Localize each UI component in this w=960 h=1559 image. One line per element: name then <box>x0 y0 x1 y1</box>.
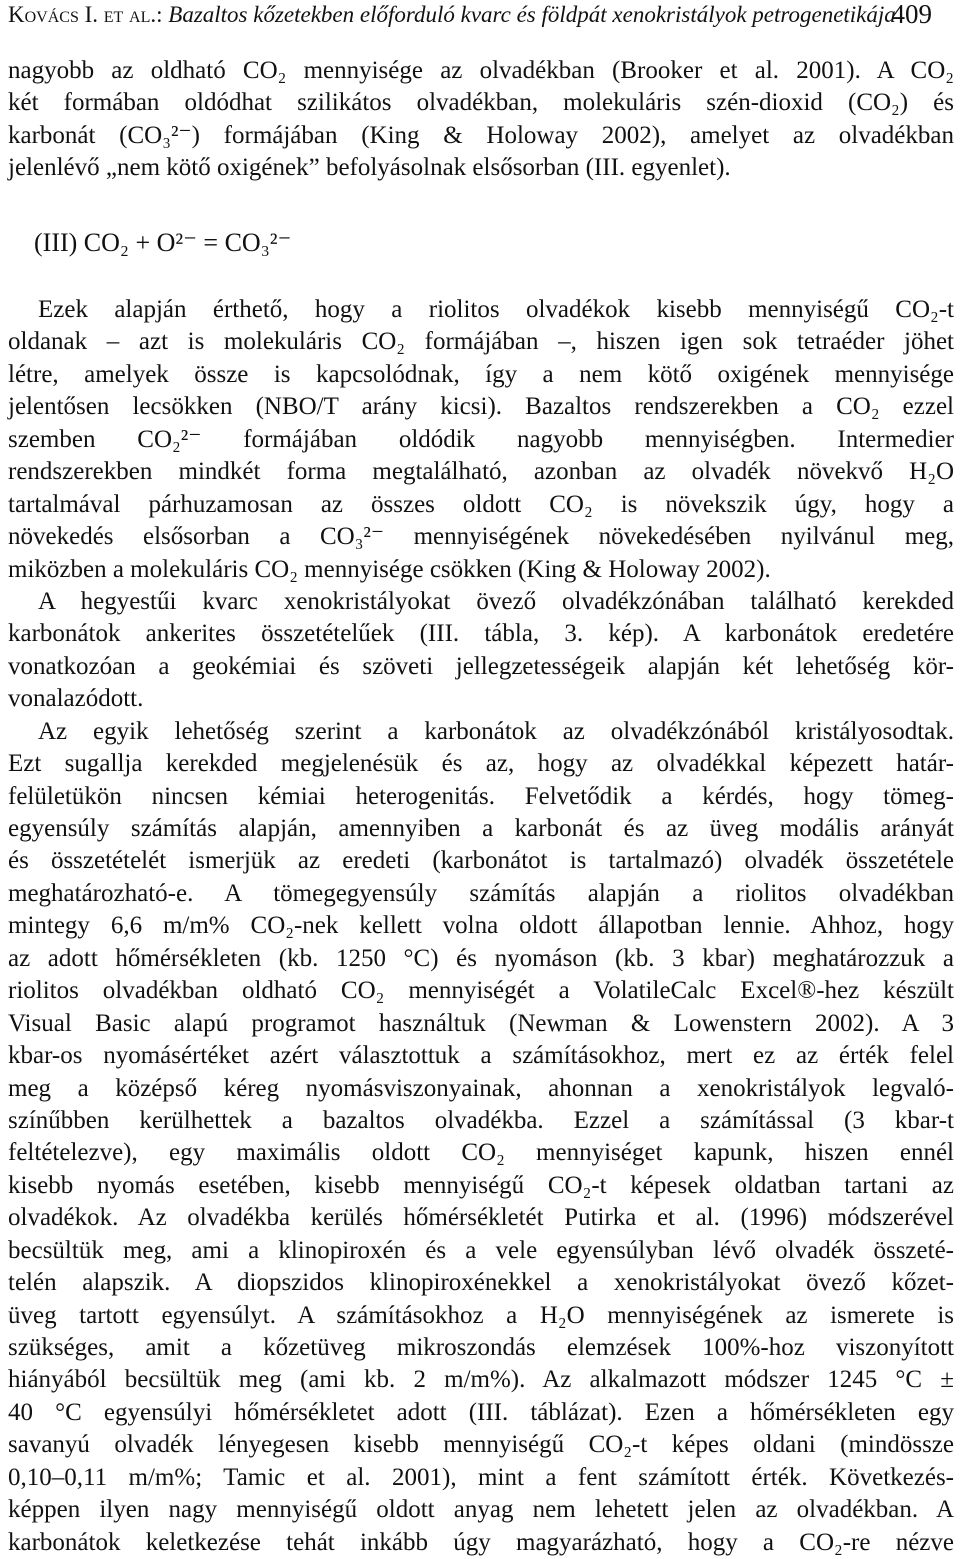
text-line: egyensúly számítás alapján, amennyiben a karbonát és az üveg modális arányát <box>8 815 954 842</box>
text-line: becsültük meg, ami a klinopiroxén és a vele egyensúlyban lévő olvadék összeté- <box>8 1236 954 1264</box>
text-line: Ezt sugallja kerekded megjelenésük és az, hogy az olvadékkal képezett határ- <box>8 750 954 778</box>
text-line: olvadékok. Az olvadékba kerülés hőmérsékletét Putirka et al. (1996) módszerével <box>8 1204 954 1232</box>
page-number: 409 <box>891 0 932 29</box>
text-line: hiányából becsültük meg (ami kb. 2 m/m%). Az alkalmazott módszer 1245 °C ± <box>8 1366 954 1394</box>
text-line: 40 °C egyensúlyi hőmérsékletet adott (III. táblázat). Ezen a hőmérsékleten egy <box>8 1398 954 1426</box>
text-line: tartalmával párhuzamosan az összes oldott CO₂ is növekszik úgy, hogy a <box>8 490 954 518</box>
header-title: Bazaltos kőzetekben előforduló kvarc és földpát xenokristályok petrogenetikája <box>168 2 896 27</box>
text-line: nagyobb az oldható CO₂ mennyisége az olvadékban (Brooker et al. 2001). A CO₂ <box>8 57 954 84</box>
text-line: meghatározható-e. A tömegegyensúly számítás alapján a riolitos olvadékban <box>8 879 954 907</box>
text-line: növekedés elsősorban a CO₃²⁻ mennyiségének növekedésében nyilvánul meg, <box>8 523 954 551</box>
text-line: vonalazódott. <box>8 685 144 713</box>
text-line: színűbben kerülhettek a bazaltos olvadékba. Ezzel a számítással (3 kbar-t <box>8 1106 954 1134</box>
text-line: vonatkozóan a geokémiai és szöveti jellegzetességeik alapján két lehetőség kör- <box>8 652 954 680</box>
text-line: A hegyestűi kvarc xenokristályokat övező olvadékzónában található kerekded <box>38 587 954 615</box>
text-line: felületükön nincsen kémiai heterogenitás. Felvetődik a kérdés, hogy tömeg- <box>8 782 954 810</box>
text-line: képpen ilyen nagy mennyiségű oldott anyag nem lehetett jelen az olvadékban. A <box>8 1496 954 1524</box>
text-line: két formában oldódhat szilikátos olvadékban, molekuláris szén-dioxid (CO₂) és <box>8 89 954 117</box>
text-line: Ezek alapján érthető, hogy a riolitos olvadékok kisebb mennyiségű CO₂-t <box>38 296 954 323</box>
text-line: jelentősen lecsökken (NBO/T arány kicsi). Bazaltos rendszerekben a CO₂ ezzel <box>8 393 954 421</box>
text-line: az adott hőmérsékleten (kb. 1250 °C) és nyomáson (kb. 3 kbar) meghatározzuk a <box>8 944 954 972</box>
text-line: Az egyik lehetőség szerint a karbonátok az olvadékzónából kristályosodtak. <box>38 717 954 745</box>
text-line: telén alapszik. A diopszidos klinopiroxénekkel a xenokristályokat övező kőzet- <box>8 1269 954 1297</box>
text-line: szükséges, amit a kőzetüveg mikroszondás elemzések 100%-hoz viszonyított <box>8 1334 954 1361</box>
text-line: kbar-os nyomásértéket azért választottuk a számításokhoz, mert ez az érték felel <box>8 1042 954 1070</box>
header-author: Kovács I. et al.: <box>8 2 163 27</box>
text-line: oldanak – azt is molekuláris CO₂ formájában –, hiszen igen sok tetraéder jöhet <box>8 328 954 356</box>
text-line: 0,10–0,11 m/m%; Tamic et al. 2001), mint a fent számított érték. Következés- <box>8 1463 954 1491</box>
text-line: riolitos olvadékban oldható CO₂ mennyiségét a VolatileCalc Excel®-hez készült <box>8 977 954 1005</box>
text-line: jelenlévő „nem kötő oxigének” befolyásolnak elsősorban (III. egyenlet). <box>8 154 731 182</box>
text-line: Visual Basic alapú programot használtuk (Newman & Lowenstern 2002). A 3 <box>8 1009 954 1037</box>
equation-iii: (III) CO₂ + O²⁻ = CO₃²⁻ <box>34 228 292 257</box>
text-line: feltételezve), egy maximális oldott CO₂ mennyiséget kapunk, hiszen ennél <box>8 1139 954 1167</box>
text-line: miközben a molekuláris CO₂ mennyisége csökken (King & Holoway 2002). <box>8 555 771 583</box>
text-line: és összetételét ismerjük az eredeti (karbonátot is tartalmazó) olvadék összetétele <box>8 847 954 875</box>
text-line: létre, amelyek össze is kapcsolódnak, így a nem kötő oxigének mennyisége <box>8 360 954 388</box>
text-line: mintegy 6,6 m/m% CO₂-nek kellett volna oldott állapotban lennie. Ahhoz, hogy <box>8 912 954 940</box>
text-line: karbonátok ankerites összetételűek (III. tábla, 3. kép). A karbonátok eredetére <box>8 620 954 648</box>
body-paragraphs <box>8 294 954 1559</box>
text-line: üveg tartott egyensúlyt. A számításokhoz a H₂O mennyiségének az ismerete is <box>8 1301 954 1329</box>
text-line: rendszerekben mindkét forma megtalálható, azonban az olvadék növekvő H₂O <box>8 458 954 486</box>
running-header <box>8 2 954 38</box>
text-line: szemben CO₂²⁻ formájában oldódik nagyobb mennyiségben. Intermedier <box>8 425 954 453</box>
intro-paragraph <box>8 55 954 185</box>
text-line: karbonátok keletkezése tehát inkább úgy magyarázható, hogy a CO₂-re nézve <box>8 1528 954 1556</box>
text-line: meg a középső kéreg nyomásviszonyainak, ahonnan a xenokristályok legvaló- <box>8 1074 954 1102</box>
text-line: kisebb nyomás esetében, kisebb mennyiségű CO₂-t képesek oldatban tartani az <box>8 1171 954 1199</box>
text-line: savanyú olvadék lényegesen kisebb mennyiségű CO₂-t képes oldani (mindössze <box>8 1431 954 1459</box>
text-line: karbonát (CO₃²⁻) formájában (King & Holoway 2002), amelyet az olvadékban <box>8 121 954 149</box>
